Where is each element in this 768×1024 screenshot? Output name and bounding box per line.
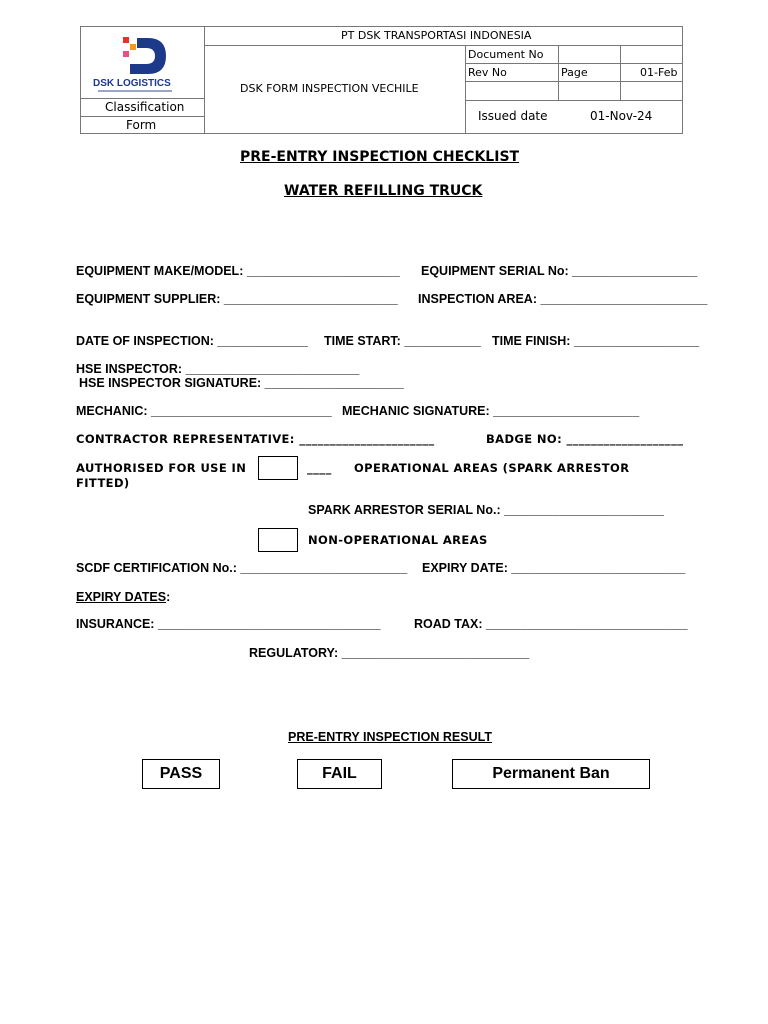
mechanic-signature-field: MECHANIC SIGNATURE: _____________________ [342,404,640,418]
equipment-serial-field: EQUIPMENT SERIAL No: __________________ [421,264,698,278]
logo-wordmark: DSK LOGISTICS [93,78,171,89]
header-divider [204,45,683,46]
issued-date-value: 01-Nov-24 [590,109,653,123]
non-operational-areas-label: NON-OPERATIONAL AREAS [308,533,488,547]
equipment-make-model-field: EQUIPMENT MAKE/MODEL: ______________________ [76,264,400,278]
header-divider [465,45,466,134]
time-finish-field: TIME FINISH: __________________ [492,334,700,348]
scdf-certification-field: SCDF CERTIFICATION No.: ________________________ [76,561,408,575]
inspection-result-heading: PRE-ENTRY INSPECTION RESULT [288,730,492,744]
time-start-field: TIME START: ___________ [324,334,481,348]
header-divider [465,100,683,101]
fail-button[interactable]: FAIL [297,759,382,789]
date-of-inspection-field: DATE OF INSPECTION: _____________ [76,334,308,348]
company-name: PT DSK TRANSPORTASI INDONESIA [341,29,532,42]
form-title: DSK FORM INSPECTION VECHILE [240,82,419,95]
mechanic-field: MECHANIC: __________________________ [76,404,332,418]
header-divider [465,81,683,82]
hse-inspector-field: HSE INSPECTOR: _________________________ [76,362,360,376]
header-divider [558,45,559,100]
classification-label: Classification [105,100,185,114]
badge-no-field: BADGE NO: ___________________ [486,432,684,446]
classification-value: Form [126,118,157,132]
logo-tagline [98,90,172,92]
header-divider [620,45,621,100]
permanent-ban-button[interactable]: Permanent Ban [452,759,650,789]
hse-inspector-signature-field: HSE INSPECTOR SIGNATURE: ____________________ [79,376,404,390]
page-label: Page [561,66,588,79]
operational-areas-label: OPERATIONAL AREAS (SPARK ARRESTOR [354,461,630,475]
non-operational-areas-checkbox[interactable] [258,528,298,552]
spark-arrestor-serial-field: SPARK ARRESTOR SERIAL No.: _______________________ [308,503,664,517]
operational-areas-checkbox[interactable] [258,456,298,480]
equipment-supplier-field: EQUIPMENT SUPPLIER: _________________________ [76,292,398,306]
fitted-label: FITTED) [76,476,130,490]
expiry-dates-colon: : [166,590,171,604]
insurance-field: INSURANCE: ________________________________ [76,617,381,631]
expiry-dates-label: EXPIRY DATES [76,590,167,604]
header-divider [80,98,204,99]
regulatory-field: REGULATORY: ___________________________ [249,646,530,660]
document-no-label: Document No [468,48,544,61]
vehicle-type-title: WATER REFILLING TRUCK [284,183,483,199]
checklist-title: PRE-ENTRY INSPECTION CHECKLIST [240,149,520,165]
road-tax-field: ROAD TAX: _____________________________ [414,617,688,631]
expiry-date-field: EXPIRY DATE: _________________________ [422,561,686,575]
header-divider [465,63,683,64]
issued-date-label: Issued date [478,109,548,123]
rev-no-label: Rev No [468,66,507,79]
page-value: 01-Feb [640,66,678,79]
contractor-representative-field: CONTRACTOR REPRESENTATIVE: ______________________ [76,432,435,446]
header-divider [204,26,205,134]
pass-button[interactable]: PASS [142,759,220,789]
authorised-blank: ____ [307,461,332,475]
header-divider [80,116,204,117]
inspection-area-field: INSPECTION AREA: ________________________ [418,292,708,306]
expiry-dates-heading [76,590,170,604]
authorised-for-use-label: AUTHORISED FOR USE IN [76,461,247,475]
